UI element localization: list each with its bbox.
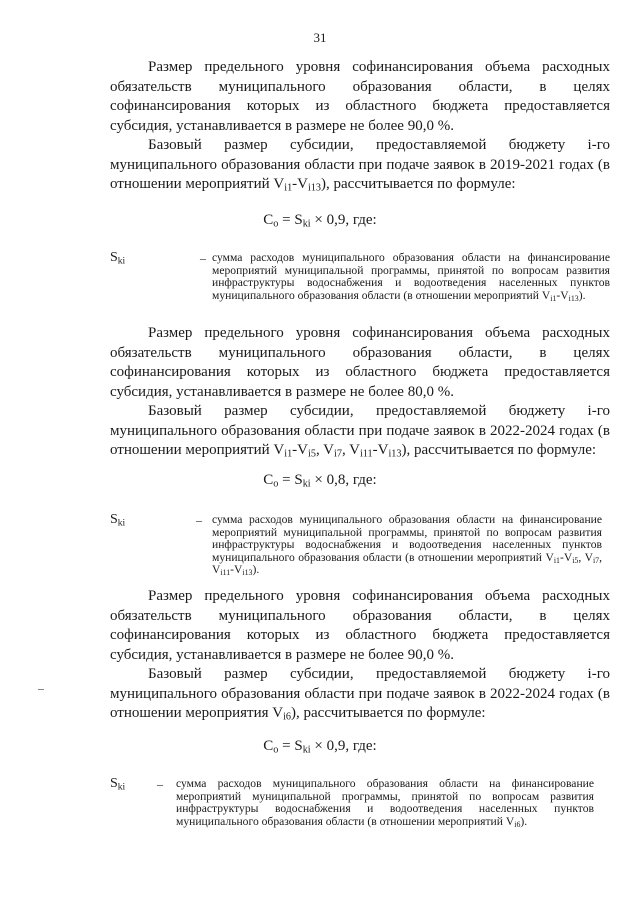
paragraph-text: ), рассчитывается по формуле: [291, 705, 486, 721]
subscript: ki [302, 744, 311, 756]
definition-text-3 [176, 778, 594, 828]
definition-part: -V [230, 563, 243, 576]
paragraph-text: ), рассчитывается по формуле: [321, 176, 516, 192]
paragraph-text: Базовый размер субсидии, предоставляемой бюджету i-го муниципального образования области при подаче заявок в 2022-2024 годах (в отношении мероприятий V [110, 403, 610, 458]
formula-part: C [263, 472, 274, 488]
cofinancing-limit-paragraph-2 [110, 324, 610, 402]
paragraph-text: Базовый размер субсидии, предоставляемой бюджету i-го муниципального образования области при подаче заявок в 2022-2024 годах (в отношении мероприятия V [110, 666, 610, 721]
paragraph-text: , V [315, 442, 334, 458]
subscript: ki [117, 518, 126, 529]
subscript: o [273, 218, 279, 230]
scan-margin-mark [38, 689, 44, 690]
paragraph-text: -V [372, 442, 389, 458]
definition-part: ). [578, 288, 586, 302]
definition-part: , V [212, 550, 602, 576]
definition-text-1 [212, 252, 610, 302]
paragraph-text: , V [341, 442, 360, 458]
base-subsidy-paragraph-1 [110, 136, 610, 195]
definition-part: -V [556, 288, 569, 302]
formula-part: × 0,8, где: [310, 472, 377, 488]
subscript: o [273, 744, 279, 756]
formula-part: = S [278, 738, 303, 754]
cofinancing-limit-paragraph-3 [110, 587, 610, 665]
formula-2 [0, 472, 640, 489]
page-number: 31 [313, 30, 327, 45]
base-subsidy-paragraph-2 [110, 402, 610, 461]
subscript: ki [117, 256, 126, 267]
definition-dash-2: – [196, 513, 202, 527]
subscript: ki [117, 782, 126, 793]
definition-part: ). [520, 814, 528, 828]
subscript: ki [302, 218, 311, 230]
definition-part: сумма расходов муниципального образования области на финансирование мероприятий муниципальной программы, принятой по вопросам развития инфраструктуры водоснабжения и водоотведения населенных пунктов муниципального образования области (в отношении мероприятий V [212, 251, 610, 302]
definition-dash-1: – [200, 251, 206, 265]
subscript: i6 [514, 819, 521, 829]
base-subsidy-paragraph-3 [110, 665, 610, 724]
formula-3 [0, 738, 640, 755]
definition-symbol-1 [110, 250, 125, 266]
formula-part: × 0,9, где: [310, 738, 377, 754]
subscript: o [273, 478, 279, 490]
definition-part: сумма расходов муниципального образования области на финансирование мероприятий муниципальной программы, принятой по вопросам развития инфраструктуры водоснабжения и водоотведения населенных пунктов муниципального образования области (в отношении мероприятий V [176, 777, 594, 828]
paragraph-text: Размер предельного уровня софинансирования объема расходных обязательств муниципального образования области, в целях софинансирования которых из областного бюджета предоставляется субсидия, устанавливается в размере не более 90,0 %. [110, 59, 610, 134]
symbol: S [110, 250, 118, 265]
paragraph-text: Размер предельного уровня софинансирования объема расходных обязательств муниципального образования области, в целях софинансирования которых из областного бюджета предоставляется субсидия, устанавливается в размере не более 90,0 %. [110, 588, 610, 663]
paragraph-text: ), рассчитывается по формуле: [401, 442, 597, 458]
definition-symbol-2 [110, 512, 125, 528]
definition-dash-3: – [157, 777, 163, 791]
formula-part: C [263, 212, 274, 228]
formula-1 [0, 212, 640, 229]
subscript: i7 [334, 448, 342, 460]
definition-symbol-3 [110, 776, 125, 792]
paragraph-text: Базовый размер субсидии, предоставляемой бюджету i-го муниципального образования области при подаче заявок в 2019-2021 годах (в отношении мероприятий V [110, 137, 610, 192]
subscript: i11 [220, 567, 231, 577]
subscript: i13 [568, 293, 579, 303]
paragraph-text: Размер предельного уровня софинансирования объема расходных обязательств муниципального образования области, в целях софинансирования которых из областного бюджета предоставляется субсидия, устанавливается в размере не более 80,0 %. [110, 325, 610, 400]
subscript: i13 [242, 567, 253, 577]
definition-text-2 [212, 514, 602, 577]
definition-part: сумма расходов муниципального образования области на финансирование мероприятий муниципальной программы, принятой по вопросам развития инфраструктуры водоснабжения и водоотведения населенных пунктов муниципального образования области (в отношении мероприятий V [212, 513, 602, 564]
formula-part: = S [278, 472, 303, 488]
subscript: ki [302, 478, 311, 490]
paragraph-text: -V [292, 442, 308, 458]
subscript: i1 [284, 182, 293, 194]
symbol: S [110, 776, 118, 791]
subscript: i1 [550, 293, 557, 303]
subscript: i1 [553, 555, 560, 565]
formula-part: × 0,9, где: [310, 212, 377, 228]
definition-part: -V [560, 550, 573, 564]
subscript: i7 [592, 555, 600, 565]
subscript: i1 [284, 448, 293, 460]
subscript: i5 [572, 555, 579, 565]
formula-part: C [263, 738, 274, 754]
definition-part: , V [578, 550, 593, 564]
subscript: i6 [283, 711, 292, 723]
symbol: S [110, 512, 118, 527]
paragraph-text: -V [292, 176, 308, 192]
formula-part: = S [278, 212, 303, 228]
subscript: i5 [308, 448, 316, 460]
subscript: i13 [388, 448, 402, 460]
subscript: i11 [360, 448, 373, 460]
subscript: i13 [308, 182, 322, 194]
definition-part: ). [252, 563, 260, 576]
cofinancing-limit-paragraph-1 [110, 58, 610, 136]
